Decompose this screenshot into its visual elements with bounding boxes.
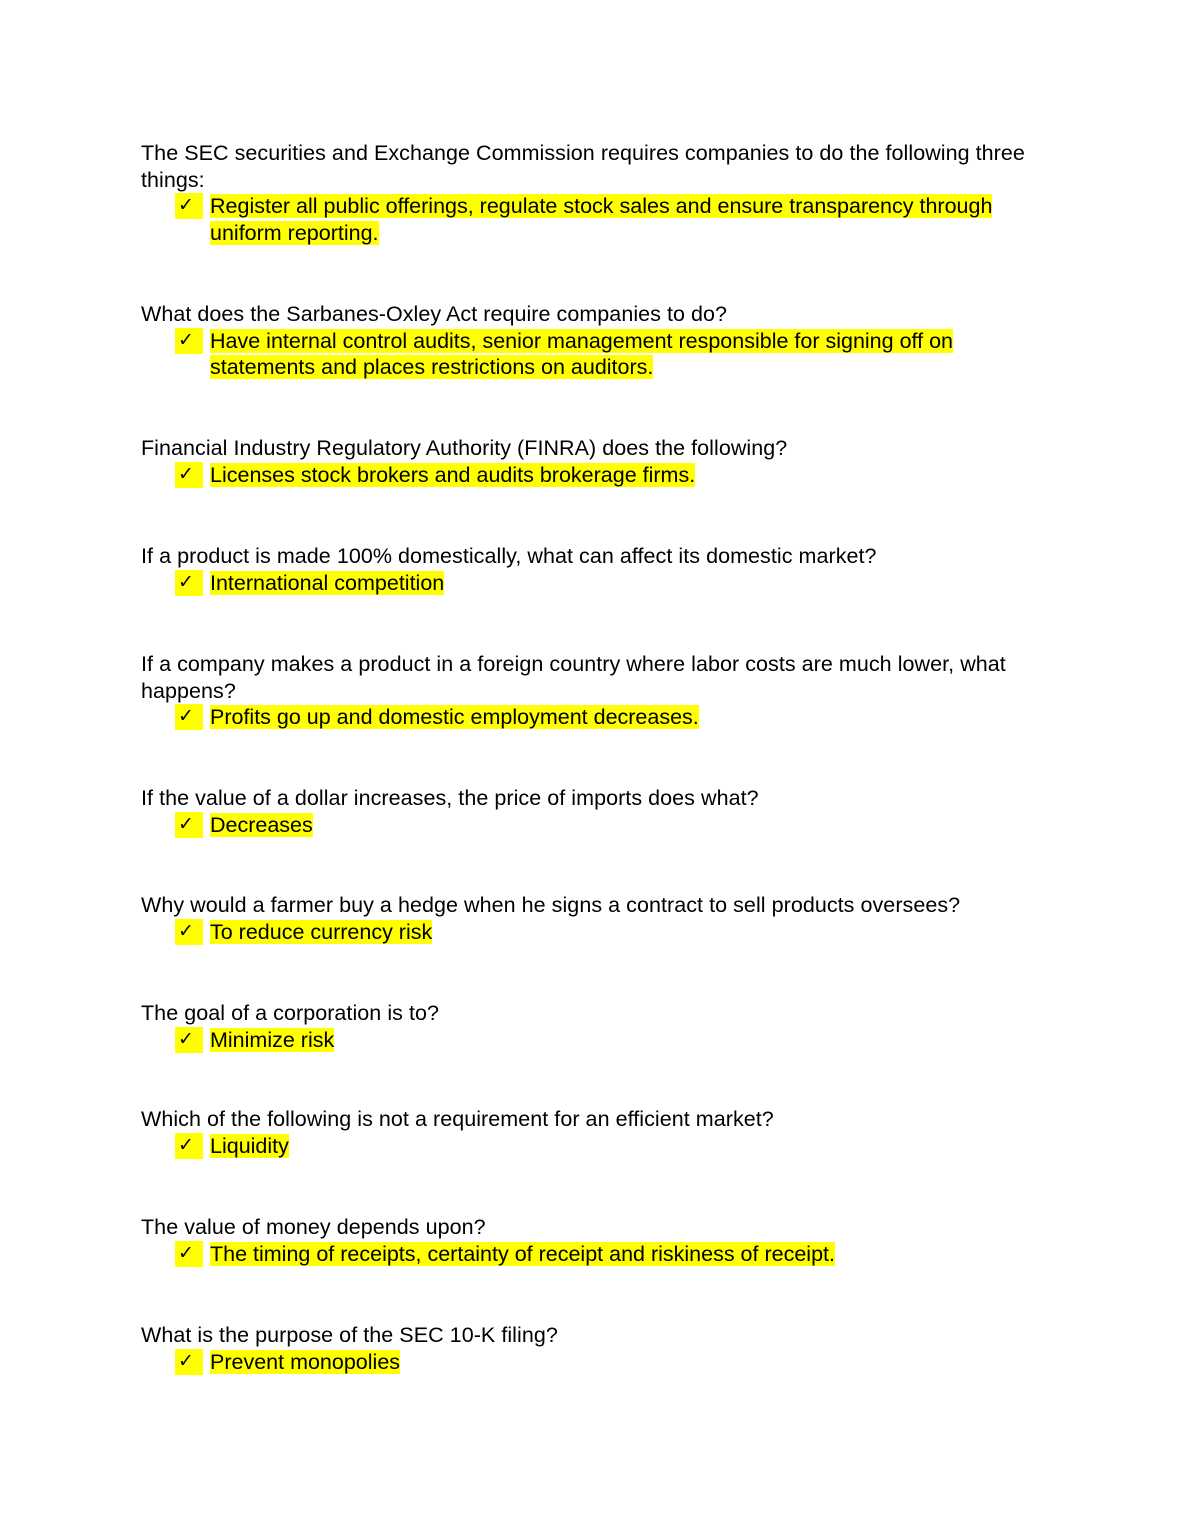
answer-item [141, 704, 1061, 731]
answer-text: The timing of receipts, certainty of receipt and riskiness of receipt. [210, 1241, 835, 1266]
checkmark-icon: ✓ [175, 570, 203, 596]
qa-item-4 [141, 543, 1061, 596]
qa-item-1 [141, 140, 1061, 246]
qa-item-2 [141, 301, 1061, 381]
checkmark-icon: ✓ [175, 328, 203, 354]
answer-text: To reduce currency risk [210, 919, 433, 944]
answer-item [141, 193, 1061, 246]
checkmark-icon: ✓ [175, 1133, 203, 1159]
qa-item-8 [141, 1000, 1061, 1053]
answer-text: Minimize risk [210, 1027, 335, 1052]
answer-item [141, 570, 1061, 597]
checkmark-icon: ✓ [175, 1027, 203, 1053]
question-text: What is the purpose of the SEC 10-K filing? [141, 1323, 558, 1347]
answer-item [141, 919, 1061, 946]
checkmark-icon: ✓ [175, 1241, 203, 1267]
answer-text: Licenses stock brokers and audits brokerage firms. [210, 462, 696, 487]
qa-item-6 [141, 785, 1061, 838]
qa-item-3 [141, 435, 1061, 488]
answer-text: Have internal control audits, senior management responsible for signing off on statements and places restrictions on auditors. [210, 328, 953, 379]
answer-text: International competition [210, 570, 445, 595]
checkmark-icon: ✓ [175, 193, 203, 219]
question-text: Why would a farmer buy a hedge when he signs a contract to sell products oversees? [141, 893, 961, 917]
question-text: The goal of a corporation is to? [141, 1001, 440, 1025]
answer-item [141, 812, 1061, 839]
question-text: If a company makes a product in a foreign country where labor costs are much lower, what happens? [141, 652, 1006, 703]
question-text: Financial Industry Regulatory Authority (FINRA) does the following? [141, 436, 788, 460]
question-text: The value of money depends upon? [141, 1215, 486, 1239]
answer-item [141, 1133, 1061, 1160]
qa-item-10 [141, 1214, 1061, 1267]
answer-text: Prevent monopolies [210, 1349, 401, 1374]
question-text: If a product is made 100% domestically, what can affect its domestic market? [141, 544, 877, 568]
answer-item [141, 462, 1061, 489]
checkmark-icon: ✓ [175, 1349, 203, 1375]
answer-text: Liquidity [210, 1133, 289, 1158]
answer-item [141, 328, 1061, 381]
answer-item [141, 1027, 1061, 1054]
question-text: Which of the following is not a requirement for an efficient market? [141, 1107, 774, 1131]
qa-item-11 [141, 1322, 1061, 1375]
question-text: If the value of a dollar increases, the price of imports does what? [141, 786, 759, 810]
qa-item-5 [141, 651, 1061, 731]
qa-item-9 [141, 1106, 1061, 1159]
qa-item-7 [141, 892, 1061, 945]
answer-text: Register all public offerings, regulate stock sales and ensure transparency through uniform reporting. [210, 194, 993, 245]
question-text: The SEC securities and Exchange Commission requires companies to do the following three things: [141, 141, 1025, 192]
answer-text: Decreases [210, 812, 313, 837]
answer-text: Profits go up and domestic employment decreases. [210, 705, 699, 729]
checkmark-icon: ✓ [175, 462, 203, 488]
checkmark-icon: ✓ [175, 812, 203, 838]
question-text: What does the Sarbanes-Oxley Act require companies to do? [141, 302, 728, 326]
answer-item [141, 1241, 1061, 1268]
checkmark-icon: ✓ [175, 919, 203, 945]
answer-item [141, 1349, 1061, 1376]
checkmark-icon: ✓ [175, 704, 203, 730]
